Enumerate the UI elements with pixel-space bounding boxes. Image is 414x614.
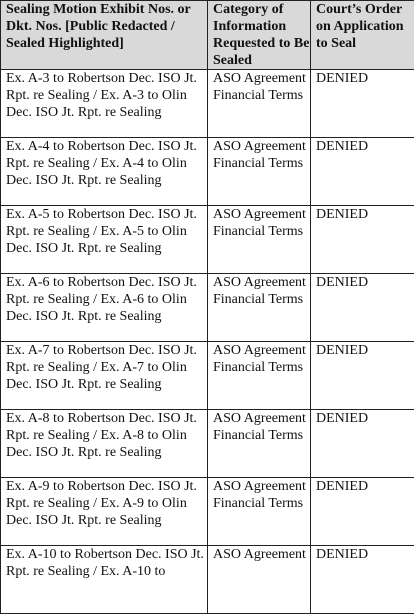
table-row [1, 274, 414, 342]
order-cell: DENIED [311, 410, 414, 478]
table-header-row [1, 1, 414, 70]
column-header-category: Category of Information Requested to Be Sealed [208, 1, 311, 70]
table-row [1, 138, 414, 206]
exhibit-cell: Ex. A-7 to Robertson Dec. ISO Jt. Rpt. re Sealing / Ex. A-7 to Olin Dec. ISO Jt. Rpt. re Sealing [1, 342, 208, 410]
order-cell: DENIED [311, 206, 414, 274]
exhibit-cell: Ex. A-9 to Robertson Dec. ISO Jt. Rpt. re Sealing / Ex. A-9 to Olin Dec. ISO Jt. Rpt. re Sealing [1, 478, 208, 546]
order-cell: DENIED [311, 546, 414, 614]
column-header-order: Court’s Order on Application to Seal [311, 1, 414, 70]
exhibit-cell: Ex. A-5 to Robertson Dec. ISO Jt. Rpt. re Sealing / Ex. A-5 to Olin Dec. ISO Jt. Rpt. re Sealing [1, 206, 208, 274]
category-cell: ASO Agreement Financial Terms [208, 70, 311, 138]
category-cell: ASO Agreement Financial Terms [208, 274, 311, 342]
category-cell: ASO Agreement Financial Terms [208, 478, 311, 546]
category-cell: ASO Agreement [208, 546, 311, 614]
exhibit-cell: Ex. A-3 to Robertson Dec. ISO Jt. Rpt. re Sealing / Ex. A-3 to Olin Dec. ISO Jt. Rpt. re Sealing [1, 70, 208, 138]
exhibit-cell: Ex. A-8 to Robertson Dec. ISO Jt. Rpt. re Sealing / Ex. A-8 to Olin Dec. ISO Jt. Rpt. re Sealing [1, 410, 208, 478]
order-cell: DENIED [311, 478, 414, 546]
category-cell: ASO Agreement Financial Terms [208, 206, 311, 274]
category-cell: ASO Agreement Financial Terms [208, 410, 311, 478]
category-cell: ASO Agreement Financial Terms [208, 342, 311, 410]
order-cell: DENIED [311, 70, 414, 138]
table-row [1, 70, 414, 138]
table-row [1, 546, 414, 614]
order-cell: DENIED [311, 274, 414, 342]
order-cell: DENIED [311, 342, 414, 410]
exhibit-cell: Ex. A-10 to Robertson Dec. ISO Jt. Rpt. re Sealing / Ex. A-10 to [1, 546, 208, 614]
table-row [1, 410, 414, 478]
table-row [1, 206, 414, 274]
exhibit-cell: Ex. A-4 to Robertson Dec. ISO Jt. Rpt. re Sealing / Ex. A-4 to Olin Dec. ISO Jt. Rpt. re Sealing [1, 138, 208, 206]
table-row [1, 478, 414, 546]
table-row [1, 342, 414, 410]
exhibit-cell: Ex. A-6 to Robertson Dec. ISO Jt. Rpt. re Sealing / Ex. A-6 to Olin Dec. ISO Jt. Rpt. re Sealing [1, 274, 208, 342]
order-cell: DENIED [311, 138, 414, 206]
category-cell: ASO Agreement Financial Terms [208, 138, 311, 206]
column-header-exhibit: Sealing Motion Exhibit Nos. or Dkt. Nos. [Public Redacted / Sealed Highlighted] [1, 1, 208, 70]
